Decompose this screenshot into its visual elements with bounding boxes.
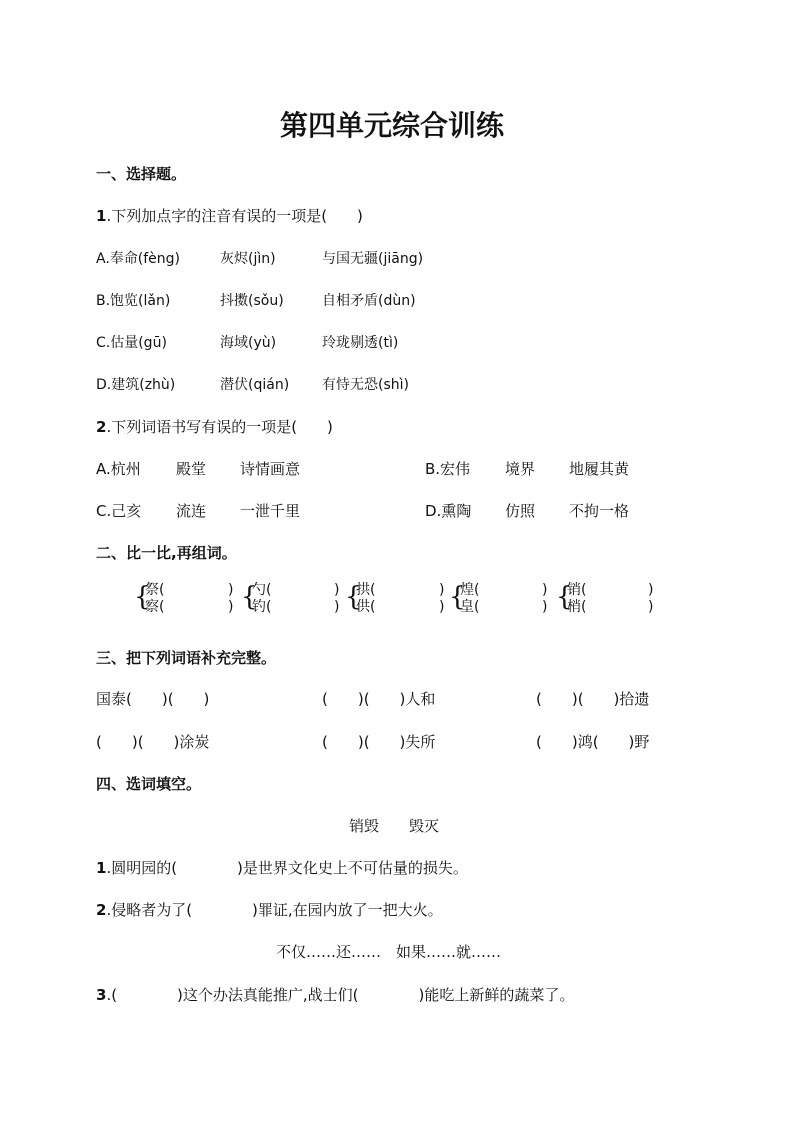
- option-c-word2: 海域(yù): [220, 335, 277, 351]
- q2-option-d-word3: 不拘一格: [569, 502, 630, 520]
- question-number: 2: [96, 418, 107, 436]
- q2-option-a-word2: 殿堂: [176, 460, 207, 478]
- q2-option-c: C.己亥: [96, 502, 142, 520]
- q2-option-c-word3: 一泄千里: [240, 502, 301, 520]
- idiom-blank: ( )( )人和: [322, 690, 436, 708]
- question-number: 1: [96, 859, 107, 877]
- question-text: .圆明园的( )是世界文化史上不可估量的损失。: [106, 859, 468, 877]
- compare-top: 煌(: [460, 582, 480, 598]
- idiom-blank: ( )鸿( )野: [536, 733, 650, 751]
- compare-bottom: 皇(: [460, 599, 480, 615]
- q2-option-a-word3: 诗情画意: [240, 460, 301, 478]
- idiom-blank: ( )( )拾遗: [536, 690, 650, 708]
- question-number: 3: [96, 986, 107, 1004]
- compare-bottom: 供(: [356, 599, 376, 615]
- idiom-blank: ( )( )失所: [322, 733, 436, 751]
- compare-top: 勺(: [252, 582, 272, 598]
- q2-option-b: B.宏伟: [425, 460, 471, 478]
- option-d-word2: 潜伏(qián): [220, 377, 290, 393]
- option-b-word3: 自相矛盾(dùn): [322, 293, 416, 309]
- question-1: [96, 205, 363, 226]
- option-a-word2: 灰烬(jìn): [220, 251, 276, 267]
- fill-question-2: [96, 899, 443, 920]
- fill-question-1: [96, 857, 468, 878]
- section-heading-fill: 四、选词填空。: [96, 775, 202, 793]
- fill-question-3: [96, 984, 574, 1005]
- idiom-blank: 国泰( )( ): [96, 690, 210, 708]
- conjunction-choices: 不仅……还…… 如果……就……: [276, 943, 502, 961]
- compare-bottom: 钓(: [252, 599, 272, 615]
- option-b-word2: 抖擞(sǒu): [220, 293, 284, 309]
- idiom-blank: ( )( )涂炭: [96, 733, 210, 751]
- compare-bottom: 察(: [145, 599, 165, 615]
- question-stem: .下列词语书写有误的一项是( ): [106, 418, 333, 436]
- option-a-word3: 与国无疆(jiāng): [322, 251, 424, 267]
- word-choices: 销毁 毁灭: [349, 817, 440, 835]
- question-2: [96, 416, 333, 437]
- question-stem: .下列加点字的注音有误的一项是( ): [106, 207, 363, 225]
- compare-top: 销(: [567, 582, 587, 598]
- compare-top: 祭(: [145, 582, 165, 598]
- compare-bottom: 梢(: [567, 599, 587, 615]
- option-d: D.建筑(zhù): [96, 377, 176, 393]
- q2-option-b-word2: 境界: [505, 460, 536, 478]
- section-heading-choice: 一、选择题。: [96, 165, 187, 183]
- q2-option-d-word2: 仿照: [505, 502, 536, 520]
- q2-option-d: D.熏陶: [425, 502, 472, 520]
- option-d-word3: 有恃无恐(shì): [322, 377, 409, 393]
- page-title: 第四单元综合训练: [280, 109, 505, 142]
- compare-top: 拱(: [356, 582, 376, 598]
- option-a: A.奉命(fèng): [96, 251, 181, 267]
- question-text: .( )这个办法真能推广,战士们( )能吃上新鲜的蔬菜了。: [106, 986, 575, 1004]
- question-number: 1: [96, 207, 107, 225]
- q2-option-c-word2: 流连: [176, 502, 207, 520]
- section-heading-complete: 三、把下列词语补充完整。: [96, 649, 277, 667]
- option-c: C.估量(gū): [96, 335, 167, 351]
- q2-option-a: A.杭州: [96, 460, 141, 478]
- question-text: .侵略者为了( )罪证,在园内放了一把大火。: [106, 901, 443, 919]
- section-heading-compare: 二、比一比,再组词。: [96, 544, 237, 562]
- option-b: B.饱览(lǎn): [96, 293, 171, 309]
- question-number: 2: [96, 901, 107, 919]
- option-c-word3: 玲珑剔透(tì): [322, 335, 399, 351]
- q2-option-b-word3: 地履其黄: [569, 460, 630, 478]
